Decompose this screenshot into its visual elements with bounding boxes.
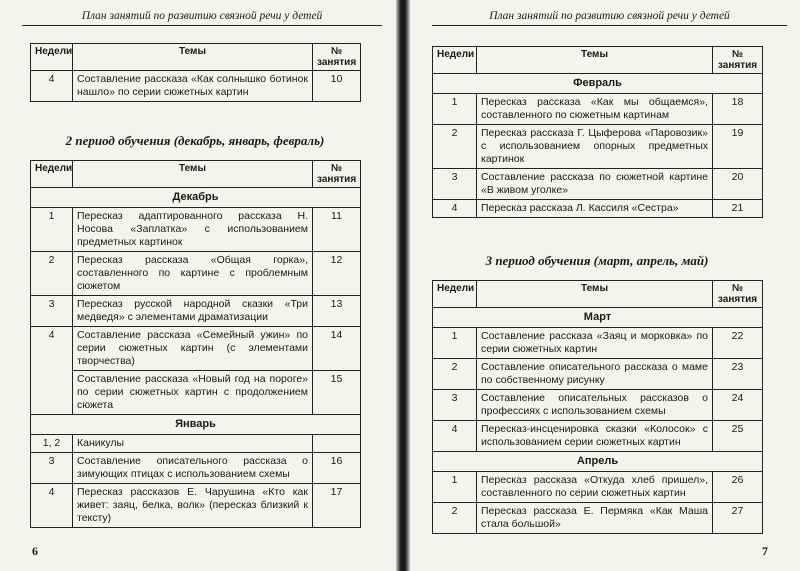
table-header-row (433, 281, 763, 308)
period-title-3: 3 период обучения (март, апрель, май) (485, 253, 709, 268)
cell-week: 4 (433, 200, 477, 218)
right-page (410, 0, 800, 571)
month-header-january: Январь (31, 415, 361, 435)
header-topic: Темы (477, 47, 713, 74)
cell-topic: Пересказ рассказа «Как мы общаемся», составленного по сюжетным картинам (477, 94, 713, 125)
table-header-row (31, 161, 361, 188)
cell-num: 19 (713, 125, 763, 169)
cell-num: 16 (313, 453, 361, 484)
cell-week: 3 (31, 453, 73, 484)
cell-topic: Пересказ рассказа Л. Кассиля «Сестра» (477, 200, 713, 218)
table-row (31, 371, 361, 415)
cell-num: 26 (713, 472, 763, 503)
table-row (433, 359, 763, 390)
table-row (433, 328, 763, 359)
cell-topic: Составление рассказа «Новый год на пороге» по серии сюжетных картин с продолжением сюжета (73, 371, 313, 415)
cell-week: 1, 2 (31, 435, 73, 453)
plan-table-period-3 (432, 280, 763, 534)
month-header-december: Декабрь (31, 188, 361, 208)
cell-topic: Составление описательных рассказов о профессиях с использованием схемы (477, 390, 713, 421)
cell-week: 4 (31, 327, 73, 415)
header-week: Недели (31, 161, 73, 188)
cell-topic: Составление описательного рассказа о зимующих птицах с использованием схемы (73, 453, 313, 484)
table-row (31, 252, 361, 296)
header-num: № занятия (713, 47, 763, 74)
cell-num: 27 (713, 503, 763, 534)
cell-week: 3 (31, 296, 73, 327)
page-number: 6 (32, 544, 38, 558)
cell-week: 2 (433, 125, 477, 169)
cell-topic: Каникулы (73, 435, 313, 453)
cell-num: 22 (713, 328, 763, 359)
cell-week: 4 (31, 71, 73, 102)
header-num: № занятия (313, 44, 361, 71)
cell-topic: Составление описательного рассказа о маме по собственному рисунку (477, 359, 713, 390)
period-title-2: 2 период обучения (декабрь, январь, февраль) (65, 133, 325, 148)
cell-topic: Пересказ рассказа Г. Цыферова «Паровозик» с использованием опорных предметных картинок (477, 125, 713, 169)
cell-num: 25 (713, 421, 763, 452)
header-week: Недели (31, 44, 73, 71)
running-head: План занятий по развитию связной речи у детей (432, 10, 787, 26)
cell-topic: Пересказ рассказа «Общая горка», составленного по картине с проблемным сюжетом (73, 252, 313, 296)
cell-topic: Пересказ-инсценировка сказки «Колосок» с использованием серии сюжетных картин (477, 421, 713, 452)
cell-week: 4 (433, 421, 477, 452)
cell-week: 1 (31, 208, 73, 252)
header-week: Недели (433, 47, 477, 74)
book-spine (396, 0, 410, 571)
table-row (433, 472, 763, 503)
cell-topic: Составление рассказа «Как солнышко ботинок нашло» по серии сюжетных картин (73, 71, 313, 102)
plan-table-top (30, 43, 361, 102)
cell-num: 23 (713, 359, 763, 390)
cell-week: 2 (31, 252, 73, 296)
cell-num: 10 (313, 71, 361, 102)
cell-num: 21 (713, 200, 763, 218)
table-row (433, 125, 763, 169)
left-page (0, 0, 396, 571)
cell-topic: Составление рассказа по сюжетной картине «В живом уголке» (477, 169, 713, 200)
table-row (433, 94, 763, 125)
table-header-row (433, 47, 763, 74)
cell-num: 17 (313, 484, 361, 528)
table-row (31, 296, 361, 327)
table-header-row (31, 44, 361, 71)
cell-topic: Пересказ рассказа Е. Пермяка «Как Маша стала большой» (477, 503, 713, 534)
cell-week: 1 (433, 94, 477, 125)
cell-topic: Пересказ рассказа «Откуда хлеб пришел», составленного по серии сюжетных картин (477, 472, 713, 503)
cell-topic: Составление рассказа «Заяц и морковка» по серии сюжетных картин (477, 328, 713, 359)
cell-num (313, 435, 361, 453)
header-topic: Темы (477, 281, 713, 308)
header-week: Недели (433, 281, 477, 308)
cell-topic: Пересказ рассказов Е. Чарушина «Кто как живет: заяц, белка, волк» (пересказ близкий к тексту) (73, 484, 313, 528)
table-row (433, 169, 763, 200)
header-num: № занятия (713, 281, 763, 308)
cell-topic: Пересказ русской народной сказки «Три медведя» с элементами драматизации (73, 296, 313, 327)
plan-table-period-2 (30, 160, 361, 528)
table-row (31, 484, 361, 528)
cell-num: 20 (713, 169, 763, 200)
table-row (31, 327, 361, 371)
cell-week: 3 (433, 390, 477, 421)
table-row (433, 421, 763, 452)
cell-num: 24 (713, 390, 763, 421)
month-header-march: Март (433, 308, 763, 328)
table-row (31, 435, 361, 453)
page-number: 7 (762, 544, 768, 558)
cell-week: 2 (433, 503, 477, 534)
cell-week: 2 (433, 359, 477, 390)
cell-num: 11 (313, 208, 361, 252)
table-row (433, 390, 763, 421)
table-row (433, 200, 763, 218)
table-row (31, 453, 361, 484)
header-num: № занятия (313, 161, 361, 188)
cell-topic: Пересказ адаптированного рассказа Н. Носова «Заплатка» с использованием предметных картинок (73, 208, 313, 252)
table-row (31, 208, 361, 252)
cell-num: 14 (313, 327, 361, 371)
header-topic: Темы (73, 161, 313, 188)
table-row (31, 71, 361, 102)
plan-table-february (432, 46, 763, 218)
cell-num: 18 (713, 94, 763, 125)
cell-week: 4 (31, 484, 73, 528)
month-header-february: Февраль (433, 74, 763, 94)
cell-num: 12 (313, 252, 361, 296)
cell-num: 15 (313, 371, 361, 415)
month-header-april: Апрель (433, 452, 763, 472)
running-head: План занятий по развитию связной речи у детей (22, 10, 382, 26)
cell-week: 1 (433, 328, 477, 359)
cell-week: 1 (433, 472, 477, 503)
table-row (433, 503, 763, 534)
cell-week: 3 (433, 169, 477, 200)
cell-num: 13 (313, 296, 361, 327)
header-topic: Темы (73, 44, 313, 71)
cell-topic: Составление рассказа «Семейный ужин» по серии сюжетных картин (с элементами творчества) (73, 327, 313, 371)
